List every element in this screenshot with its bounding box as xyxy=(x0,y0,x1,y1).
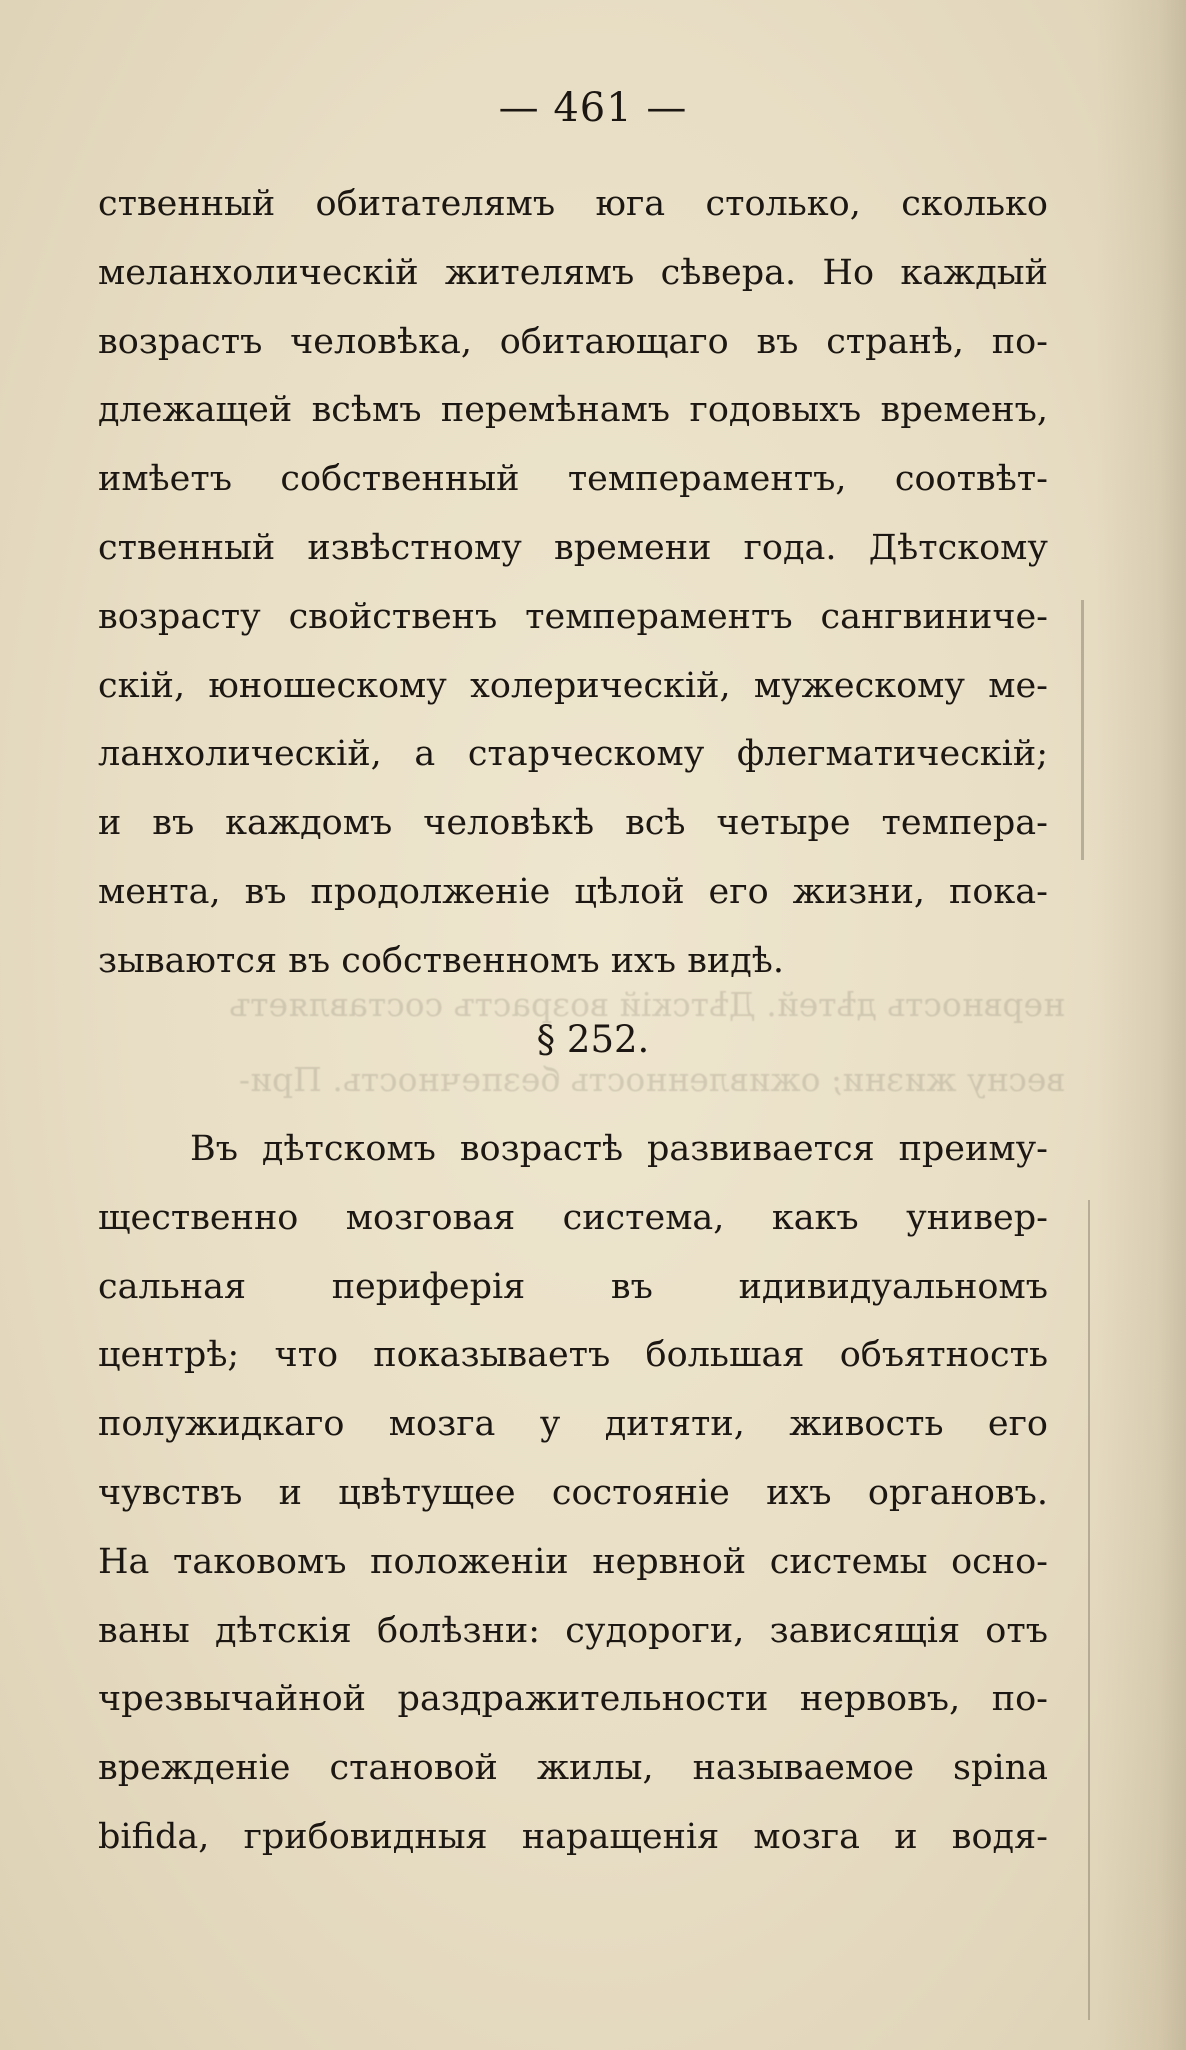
bleed-through-line: весну жизни; оживленность безпечность. При- xyxy=(238,1060,1065,1099)
paragraph xyxy=(98,1115,1048,1872)
text-line: чрезвычайной раздражительности нервовъ, по- xyxy=(98,1679,1048,1720)
text-line: bifida, грибовидныя наращенія мозга и водя- xyxy=(98,1816,1048,1857)
text-line: чувствъ и цвѣтущее состояніе ихъ органовъ. xyxy=(98,1472,1048,1513)
text-line: длежащей всѣмъ перемѣнамъ годовыхъ временъ, xyxy=(98,390,1048,431)
text-line: меланхолическій жителямъ сѣвера. Но каждый xyxy=(98,252,1048,293)
text-line: ланхолическій, а старческому флегматическій; xyxy=(98,734,1048,775)
margin-mark xyxy=(1088,1200,1090,2020)
text-line: врежденіе становой жилы, называемое spina xyxy=(98,1748,1048,1789)
text-line: мента, въ продолженіе цѣлой его жизни, пока- xyxy=(98,871,1048,912)
paragraph-continued xyxy=(98,170,1048,996)
text-line: ваны дѣтскія болѣзни: судороги, зависящія отъ xyxy=(98,1610,1048,1651)
text-line: и въ каждомъ человѣкѣ всѣ четыре темпера- xyxy=(98,803,1048,844)
text-line: ственный извѣстному времени года. Дѣтскому xyxy=(98,527,1048,568)
text-line: полужидкаго мозга у дитяти, живость его xyxy=(98,1404,1048,1445)
section-heading: § 252. xyxy=(536,1018,650,1061)
text-line: щественно мозговая система, какъ универ- xyxy=(98,1197,1048,1238)
text-line: возрастъ человѣка, обитающаго въ странѣ, по- xyxy=(98,321,1048,362)
text-line: скій, юношескому холерическій, мужескому ме- xyxy=(98,665,1048,706)
text-line: имѣетъ собственный темпераментъ, соотвѣт- xyxy=(98,459,1048,500)
text-line: ственный обитателямъ юга столько, сколько xyxy=(98,184,1048,224)
text-line: Въ дѣтскомъ возрастѣ развивается преиму- xyxy=(190,1129,1048,1169)
text-line: возрасту свойственъ темпераментъ сангвиниче- xyxy=(98,596,1048,637)
text-line: центрѣ; что показываетъ большая объятность xyxy=(98,1335,1048,1376)
text-line: зываются въ собственномъ ихъ видѣ. xyxy=(98,940,785,981)
bleed-through-line: нервность дѣтей. Дѣтскій возрастъ составляетъ xyxy=(229,985,1065,1024)
margin-mark xyxy=(1081,600,1084,860)
text-line: На таковомъ положеніи нервной системы осно- xyxy=(98,1541,1048,1582)
page-number: — 461 — xyxy=(498,85,688,131)
text-line: сальная периферія въ идивидуальномъ xyxy=(98,1266,1048,1307)
